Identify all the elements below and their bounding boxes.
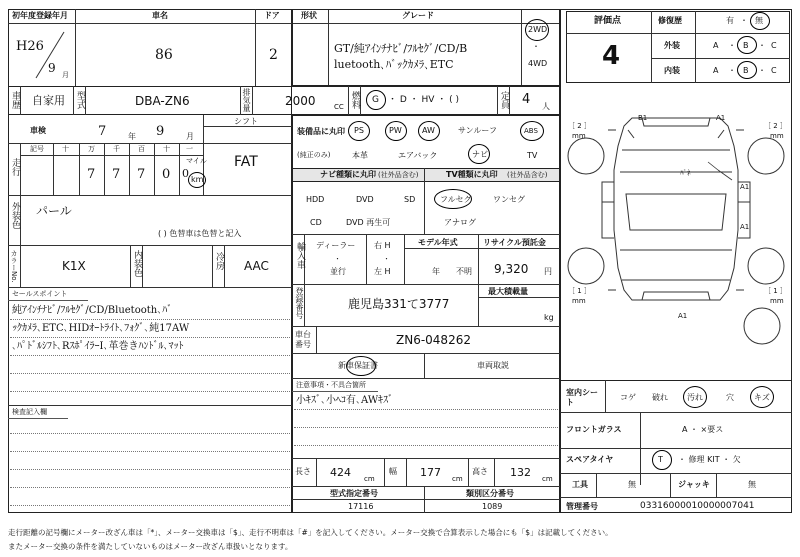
color-value: パール xyxy=(36,204,72,218)
warranty-label: 新車保証書 xyxy=(338,361,378,370)
equip-aw: AW xyxy=(422,126,435,135)
plate-label: 登録番号 xyxy=(295,287,304,319)
grade-label: グレード xyxy=(402,11,434,20)
tv-analog: アナログ xyxy=(444,218,476,227)
tv-header: TV種類に丸印 xyxy=(446,170,498,179)
mileage-label: 走行 xyxy=(10,158,20,176)
equip-pw: PW xyxy=(389,126,402,135)
interior-color-label: 内装色 xyxy=(132,250,142,277)
mileage-head-4: 百 xyxy=(138,145,145,153)
disp-label: 排気量 xyxy=(242,88,251,112)
recycle-unit: 円 xyxy=(544,267,552,276)
diagram-mm-bl: mm xyxy=(572,297,586,305)
length-label: 長さ xyxy=(295,467,311,476)
navi-cd: CD xyxy=(310,218,322,227)
fuel-g: G xyxy=(372,95,379,105)
repair-no: 無 xyxy=(755,16,763,25)
inspect-month-unit: 月 xyxy=(186,132,194,141)
equip-airbag: エアバック xyxy=(398,151,438,160)
interior-c: C xyxy=(771,66,777,75)
equip-leather: 本革 xyxy=(352,151,368,160)
height-label: 高さ xyxy=(472,467,488,476)
first-reg-month-unit: 月 xyxy=(62,71,69,79)
notes-label: 注意事項・不具合箇所 xyxy=(296,381,366,389)
interior-b: B xyxy=(743,66,749,75)
chassis-value: ZN6-048262 xyxy=(396,333,471,347)
first-reg-label: 初年度登録年月 xyxy=(12,11,68,20)
capacity-unit: 人 xyxy=(542,102,550,111)
diagram-a1-bottom: A1 xyxy=(678,312,688,320)
repair-label: 修復歴 xyxy=(658,16,682,25)
jack-label: ジャッキ xyxy=(678,480,710,489)
width-value: 177 xyxy=(420,466,441,479)
spare-rest: ・ 修理 KIT ・ 欠 xyxy=(678,455,741,464)
capacity-value: 4 xyxy=(522,92,531,107)
parallel-label: 並行 xyxy=(330,267,346,276)
colorno-label: カラーNo. xyxy=(10,250,18,283)
type-num-value: 17116 xyxy=(348,502,374,511)
row2 xyxy=(8,86,560,115)
diagram-mm-br: mm xyxy=(770,297,784,305)
first-reg-month: 9 xyxy=(48,61,56,75)
model-value: DBA-ZN6 xyxy=(135,94,190,108)
mileage-head-1: 十 xyxy=(62,145,69,153)
sales-line-2: ､ﾊﾟﾄﾞﾙｼﾌﾄ､RｽﾎﾟｲﾗｰI､革巻きﾊﾝﾄﾞﾙ､ﾏｯﾄ xyxy=(12,341,184,352)
sales-label: セールスポイント xyxy=(12,290,68,298)
repair-yes: 有 xyxy=(726,16,734,25)
use-value: 自家用 xyxy=(32,94,65,107)
exterior-a: A xyxy=(713,41,719,50)
footer-line-2: またメーター交換の条件を満たしていないものはメーター改ざん車扱いとなります。 xyxy=(8,542,293,551)
diagram-r-mark: ﾊﾟﾈ xyxy=(680,169,691,177)
grade-line-1: GT/純ｱｲﾝﾁﾅﾋﾞ/ﾌﾙｾｸﾞ/CD/B xyxy=(334,42,468,55)
seat-ana: 穴 xyxy=(726,393,734,402)
diagram-bracket-tl: ［ 2 ］ xyxy=(568,122,591,130)
footer-line-1: 走行距離の記号欄にメーター改ざん車は「*」、メーター交換車は「$」、走行不明車は「#」を記入してください。メーター交換で合算表示した場合にも「$」は記載してください。 xyxy=(8,528,613,537)
spare-label: スペアタイヤ xyxy=(566,455,614,464)
seat-koge: コゲ xyxy=(620,393,636,402)
exterior-c: C xyxy=(771,41,777,50)
mileage-unit-mile: マイル xyxy=(186,157,207,165)
mileage-digit-4: 0 xyxy=(182,167,189,180)
recycle-value: 9,320 xyxy=(494,262,529,276)
equip-sunroof: サンルーフ xyxy=(458,126,497,135)
mileage-digit-2: 7 xyxy=(137,167,146,182)
load-unit: kg xyxy=(544,313,554,322)
equip-navi: ナビ xyxy=(472,150,488,159)
sales-line-0: 純ｱｲﾝﾁﾅﾋﾞ/ﾌﾙｾｸﾞ/CD/Bluetooth､ﾊﾞ xyxy=(12,305,173,316)
mileage-digit-0: 7 xyxy=(87,167,96,182)
car-name-label: 車名 xyxy=(152,11,168,20)
mileage-head-3: 千 xyxy=(113,145,120,153)
equip-label: 装備品に丸印 xyxy=(297,127,345,136)
header-right-part xyxy=(292,9,560,86)
exterior-b: B xyxy=(743,41,749,50)
import-label: 輸入車 xyxy=(295,242,305,269)
model-year-value: 不明 xyxy=(456,267,472,276)
length-unit: cm xyxy=(364,475,375,483)
grade-line-2: luetooth､ﾊﾞｯｸｶﾒﾗ､ETC xyxy=(334,58,454,71)
color-label: 外装色 xyxy=(10,202,20,229)
shift-value: FAT xyxy=(234,154,258,170)
mileage-head-5: 十 xyxy=(163,145,170,153)
diagram-bracket-bl: ［ 1 ］ xyxy=(568,287,591,295)
left-h: 左 H xyxy=(374,267,391,276)
shift-label: シフト xyxy=(234,117,258,126)
equip-tv: TV xyxy=(527,151,538,160)
inspect-label: 車検 xyxy=(30,126,46,135)
car-diagram xyxy=(562,90,790,375)
seat-yabure: 破れ xyxy=(652,393,668,402)
inspect-year: 7 xyxy=(98,124,107,139)
drive-2wd: 2WD xyxy=(528,25,548,34)
dealer-label: ディーラー xyxy=(316,241,356,250)
diagram-a1-side-bottom: A1 xyxy=(740,223,750,231)
diagram-a1-top: A1 xyxy=(716,114,726,122)
repair-dot: ・ xyxy=(740,16,748,25)
load-label: 最大積載量 xyxy=(488,287,528,296)
width-label: 幅 xyxy=(389,467,397,476)
drive-dot: ・ xyxy=(532,42,540,51)
capacity-label: 定員 xyxy=(499,91,509,109)
mileage-unit-km: km xyxy=(191,175,204,184)
mileage-head-2: 万 xyxy=(88,145,95,153)
navi-hdd: HDD xyxy=(306,195,325,204)
diagram-bracket-tr: ［ 2 ］ xyxy=(764,122,787,130)
height-unit: cm xyxy=(542,475,553,483)
recycle-label: リサイクル預託金 xyxy=(483,238,546,247)
ac-label: 冷房 xyxy=(214,252,224,270)
type-num-label: 型式指定番号 xyxy=(330,489,378,498)
navi-dvd-play: DVD 再生可 xyxy=(346,218,391,227)
inspect-month: 9 xyxy=(156,124,165,139)
ac-value: AAC xyxy=(244,259,269,273)
diagram-a1-side-top: A1 xyxy=(740,183,750,191)
car-name-value: 86 xyxy=(155,47,173,63)
navi-sd: SD xyxy=(404,195,416,204)
disp-unit: CC xyxy=(334,103,344,111)
mgmt-value: 03316000010000007041 xyxy=(640,501,755,511)
mileage-digit-3: 0 xyxy=(162,167,171,182)
class-num-value: 1089 xyxy=(482,502,503,511)
exterior-label: 外装 xyxy=(664,41,680,50)
equip-abs: ABS xyxy=(524,127,538,135)
equip-sub: (純正のみ) xyxy=(297,151,331,159)
fuel-rest: ・ D ・ HV ・ ( ) xyxy=(388,95,460,105)
mileage-digit-1: 7 xyxy=(112,167,121,182)
width-unit: cm xyxy=(452,475,463,483)
navi-header: ナビ種類に丸印 xyxy=(320,170,376,179)
diagram-mm-tl: mm xyxy=(572,132,586,140)
fuel-label: 燃料 xyxy=(350,91,360,109)
right-h: 右 H xyxy=(374,241,391,250)
first-reg-era: H26 xyxy=(16,39,44,54)
windshield-value: A ・ ×要ス xyxy=(682,425,724,434)
use-label: 車歴 xyxy=(10,91,20,109)
mileage-head-6: 一 xyxy=(186,145,193,153)
model-year-label: モデル年式 xyxy=(418,238,458,247)
mileage-head-0: 記号 xyxy=(30,145,44,153)
tv-oneseg: ワンセグ xyxy=(493,195,525,204)
tool-label: 工具 xyxy=(572,480,588,489)
height-value: 132 xyxy=(510,466,531,479)
navi-sub: (社外品含む) xyxy=(378,171,419,179)
interior-a: A xyxy=(713,66,719,75)
diagram-b1: B1 xyxy=(638,114,648,122)
class-num-label: 類別区分番号 xyxy=(466,489,514,498)
manual-label: 車両取説 xyxy=(477,361,509,370)
model-year-year: 年 xyxy=(432,267,440,276)
score-value: 4 xyxy=(602,41,621,71)
tool-value: 無 xyxy=(628,480,636,489)
inspect-year-unit: 年 xyxy=(128,132,136,141)
jack-value: 無 xyxy=(748,480,756,489)
notes-value: 小ｷｽﾞ､小ﾍｺ有､AWｷｽﾞ xyxy=(296,395,394,406)
seat-label: 室内シート xyxy=(566,388,598,408)
tv-sub: (社外品含む) xyxy=(507,171,548,179)
diagram-mm-tr: mm xyxy=(770,132,784,140)
sales-line-1: ｯｸｶﾒﾗ､ETC､HIDｵｰﾄﾗｲﾄ､ﾌｫｸﾞ､純17AW xyxy=(12,323,190,334)
interior-label: 内装 xyxy=(664,66,680,75)
score-label: 評価点 xyxy=(594,16,622,26)
colorno-value: K1X xyxy=(62,259,86,273)
shape-label: 形状 xyxy=(301,11,317,20)
equip-ps: PS xyxy=(354,126,364,135)
seat-yogore: 汚れ xyxy=(687,393,703,402)
color-note: ( ) 色替車は色替と記入 xyxy=(158,229,242,238)
door-label: ドア xyxy=(264,11,280,20)
model-label: 型式 xyxy=(75,91,85,109)
inspector-label: 検査記入欄 xyxy=(12,408,47,416)
tv-fullseg: フルセグ xyxy=(440,195,472,204)
diagram-bracket-br: ［ 1 ］ xyxy=(764,287,787,295)
plate-value: 鹿児島331て3777 xyxy=(348,297,450,311)
door-value: 2 xyxy=(269,47,278,63)
length-value: 424 xyxy=(330,466,351,479)
drive-4wd: 4WD xyxy=(528,59,548,68)
spare-t: T xyxy=(658,455,663,464)
navi-dvd: DVD xyxy=(356,195,374,204)
chassis-label: 車台番号 xyxy=(295,330,311,349)
windshield-label: フロントガラス xyxy=(566,425,622,434)
seat-kizu: キズ xyxy=(754,393,770,402)
disp-value: 2000 xyxy=(285,94,316,108)
mgmt-label: 管理番号 xyxy=(566,502,598,511)
